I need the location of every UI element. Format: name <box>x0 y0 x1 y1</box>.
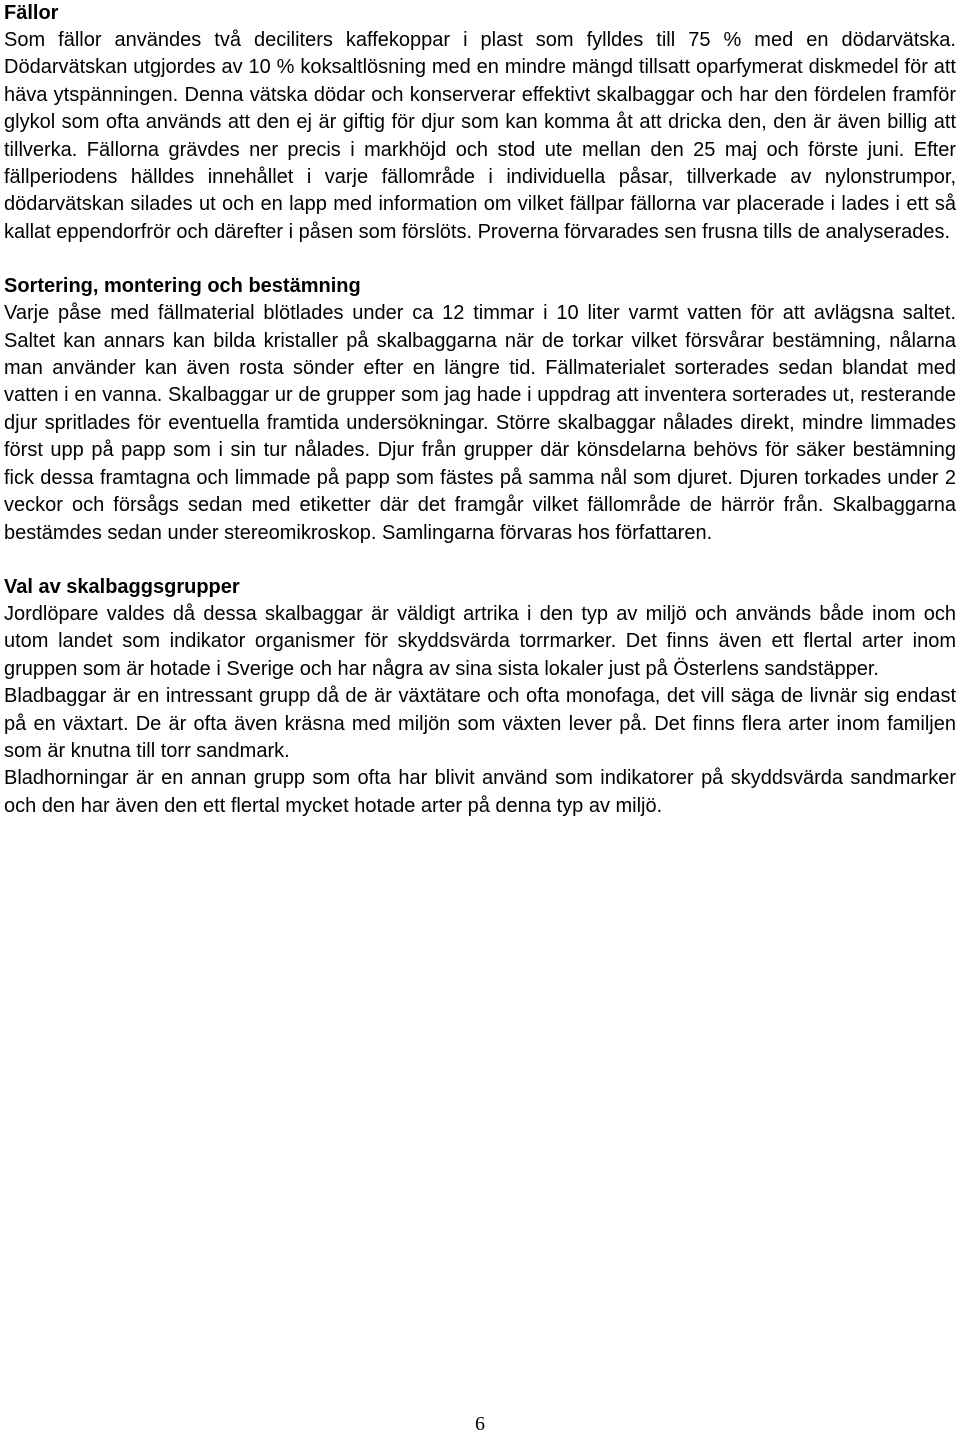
section-heading: Fällor <box>4 2 59 24</box>
section-heading: Val av skalbaggsgrupper <box>4 575 240 598</box>
paragraph: Varje påse med fällmaterial blötlades under ca 12 timmar i 10 liter varmt vatten för att avlägsna saltet. Saltet kan annars kan bilda kristaller på skalbaggarna när de torkar vilket försvårar bestämning, nålarna man använder kan även rosta sönder efter en längre tid. Fällmaterialet sorterades sedan blandat med vatten i en vanna. Skalbaggar ur de grupper som jag hade i uppdrag att inventera sorterades ut, resterande djur spritlades för eventuella framtida undersökningar. Större skalbaggar nålades direkt, mindre limmades först upp på papp som i sin tur nålades. Djur från grupper där könsdelarna behövs för säker bestämning fick dessa framtagna och limmade på papp som fästes på samma nål som djuret. Djuren torkades under 2 veckor och försågs sedan med etiketter där det framgår vilket fällområde de härrör från. Skalbaggarna bestämdes sedan under stereomikroskop. Samlingarna förvaras hos författaren. <box>4 302 956 544</box>
document-page <box>4 0 956 820</box>
page-number: 6 <box>475 1413 485 1435</box>
section-val-av-skalbaggsgrupper <box>4 574 956 820</box>
paragraph: Bladhorningar är en annan grupp som ofta har blivit använd som indikatorer på skyddsvärda sandmarker och den har även den ett flertal mycket hotade arter på denna typ av miljö. <box>4 767 956 817</box>
paragraph: Som fällor användes två deciliters kaffekoppar i plast som fylldes till 75 % med en dödarvätska. Dödarvätskan utgjordes av 10 % koksaltlösning med en mindre mängd tillsatt oparfymerat diskmedel för att häva ytspänningen. Denna vätska dödar och konserverar effektivt skalbaggar och har den fördelen framför glykol som ofta används att den ej är giftig för djur som kan komma åt att dricka den, den är även billig att tillverka. Fällorna grävdes ner precis i markhöjd och stod ute mellan den 25 maj och förste juni. Efter fällperiodens hälldes innehållet i varje fällområde i individuella påsar, tillverkade av nylonstrumpor, dödarvätskan silades ut och en lapp med information om vilket fällpar fällorna var placerade i lades i ett så kallat eppendorfrör och därefter i påsen som förslöts. Proverna förvarades sen frusna tills de analyserades. <box>4 29 956 243</box>
spacer <box>4 547 956 574</box>
spacer <box>4 246 956 273</box>
section-heading: Sortering, montering och bestämning <box>4 275 361 298</box>
paragraph: Bladbaggar är en intressant grupp då de är växtätare och ofta monofaga, det vill säga de livnär sig endast på en växtart. De är ofta även kräsna med miljön som växten lever på. Det finns flera arter inom familjen som är knutna till torr sandmark. <box>4 685 956 762</box>
section-fallor <box>4 0 956 246</box>
paragraph: Jordlöpare valdes då dessa skalbaggar är väldigt artrika i den typ av miljö och används både inom och utom landet som indikator organismer för skyddsvärda torrmarker. Det finns även ett flertal arter inom gruppen som är hotade i Sverige och har några av sina sista lokaler just på Österlens sandstäpper. <box>4 602 956 680</box>
section-sortering <box>4 273 956 547</box>
